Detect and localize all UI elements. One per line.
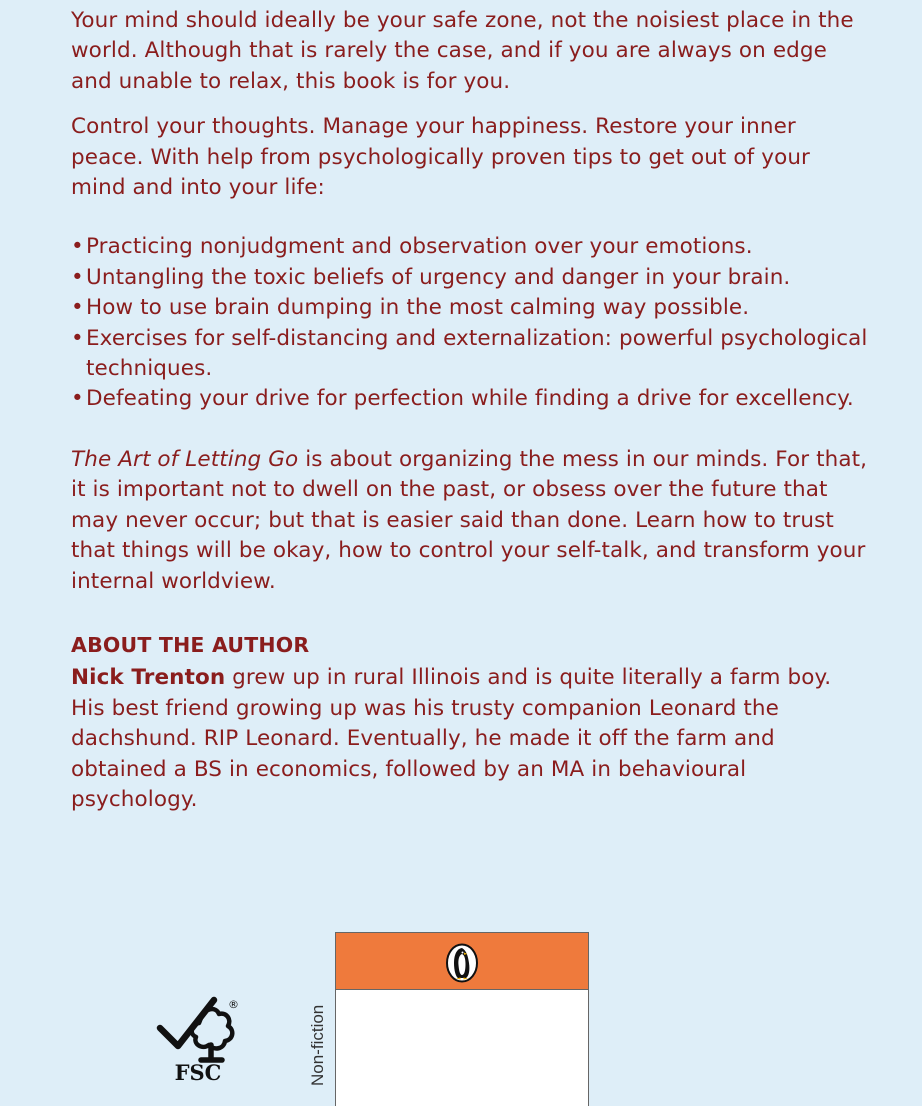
list-item — [71, 384, 871, 414]
benefits-list — [71, 232, 871, 414]
about-author-heading: ABOUT THE AUTHOR — [71, 632, 310, 657]
book-title: The Art of Letting Go — [71, 446, 299, 472]
author-bio — [71, 663, 871, 815]
category-label: Non-fiction — [308, 1004, 327, 1086]
back-cover-text — [71, 6, 871, 815]
list-item-text: Practicing nonjudgment and observation over your emotions. — [86, 234, 753, 260]
list-item-text: Untangling the toxic beliefs of urgency and danger in your brain. — [86, 264, 791, 290]
summary-paragraph — [71, 445, 871, 597]
bullet-icon: • — [71, 234, 84, 260]
list-item — [71, 263, 871, 293]
list-item-text: Exercises for self-distancing and externalization: powerful psychological techniques. — [86, 325, 868, 382]
list-item — [71, 232, 871, 262]
bullet-icon: • — [71, 325, 84, 351]
publisher-band — [336, 933, 588, 990]
list-item — [71, 293, 871, 323]
registered-mark: ® — [228, 998, 239, 1011]
author-bio-text: grew up in rural Illinois and is quite literally a farm boy. His best friend growing up was his trusty companion Leonard the dachshund. RIP Leonard. Eventually, he made it off the farm and obtained a BS in economics, followed by an MA in behavioural psychology. — [71, 665, 832, 812]
list-item-text: Defeating your drive for perfection while finding a drive for excellency. — [86, 386, 854, 412]
fsc-logo — [156, 994, 240, 1088]
summary-text: is about organizing the mess in our minds. For that, it is important not to dwell on the past, or obsess over the future that may never occur; but that is easier said than done. Learn how to trust that things will be okay, how to control your self-talk, and transform your internal worldview. — [71, 446, 868, 594]
bullet-icon: • — [71, 264, 84, 290]
intro-paragraph-2: Control your thoughts. Manage your happiness. Restore your inner peace. With help from psychologically proven tips to get out of your mind and into your life: — [71, 114, 810, 201]
fsc-tree-icon — [156, 994, 240, 1064]
intro-paragraph-1: Your mind should ideally be your safe zone, not the noisiest place in the world. Although that is rarely the case, and if you are always on edge and unable to relax, this book is for you. — [71, 8, 854, 94]
bullet-icon: • — [71, 386, 84, 412]
fsc-label: FSC — [174, 1060, 222, 1085]
bullet-icon: • — [71, 295, 84, 321]
penguin-logo-icon — [445, 943, 479, 983]
author-name: Nick Trenton — [71, 665, 226, 691]
publisher-barcode-panel — [335, 932, 589, 1106]
list-item — [71, 324, 871, 385]
list-item-text: How to use brain dumping in the most calming way possible. — [86, 295, 750, 321]
